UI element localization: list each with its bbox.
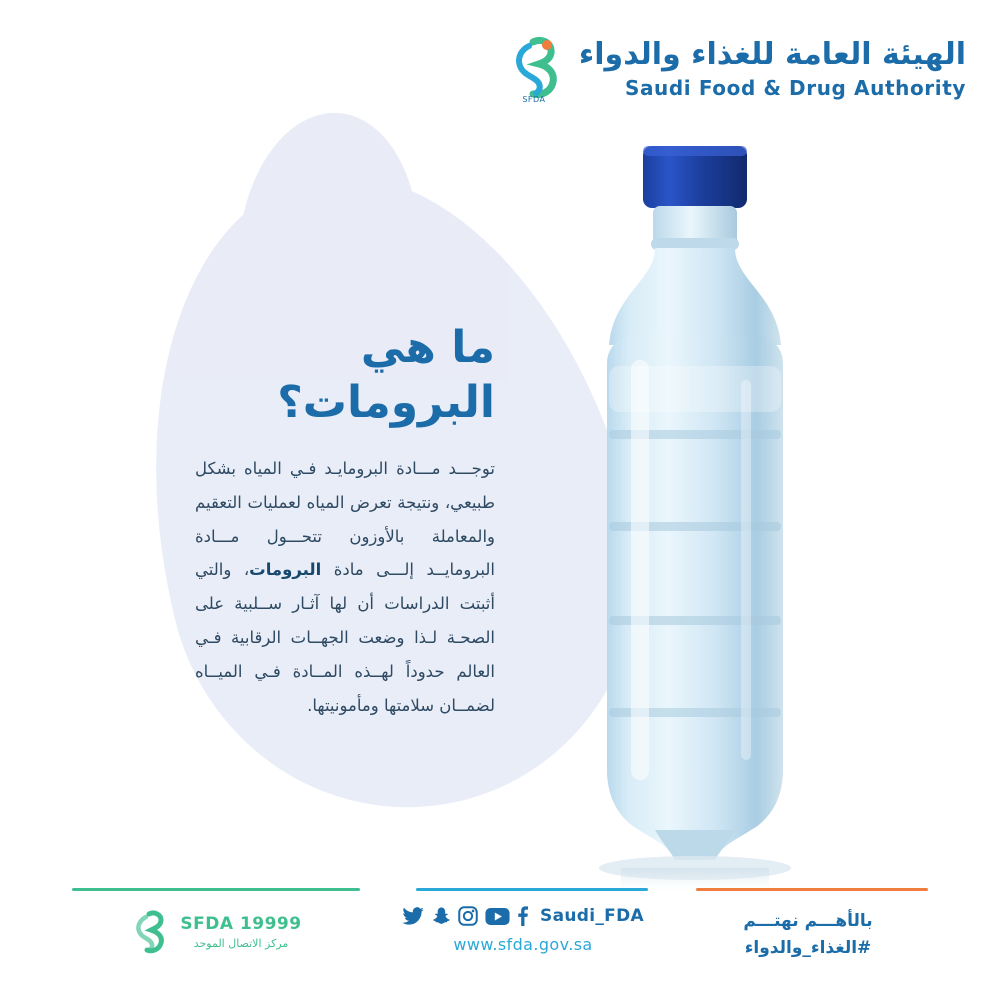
sfda-logo-icon xyxy=(503,36,565,102)
logo-caption: SFDA xyxy=(522,95,546,104)
divider-green xyxy=(72,888,360,891)
org-name-english: Saudi Food & Drug Authority xyxy=(624,75,966,100)
twitter-icon[interactable] xyxy=(402,907,424,925)
contact-text xyxy=(180,914,301,950)
social-handle: Saudi_FDA xyxy=(540,906,644,926)
body-paragraph: توجـــد مـــادة البرومايـد فـي المياه بشكل طبيعي، ونتيجة تعرض المياه لعمليات التعقيم والمعاملة بالأوزون تتحـــول مـــادة البرومايــد إلـــى مادة البرومات، والتي أثبتت الدراسات أن لها آثـار ســلبية على الصحـة لـذا وضعت الجهــات الرقابية فـي العالم حدوداً لهــذه المــادة فـي الميــاه لضمــان سلامتها ومأمونيتها. xyxy=(195,459,495,715)
instagram-icon[interactable] xyxy=(458,906,478,926)
website-url[interactable]: www.sfda.gov.sa xyxy=(453,935,593,954)
water-bottle-illustration xyxy=(535,130,865,890)
facebook-icon[interactable] xyxy=(517,906,529,926)
contact-number: SFDA 19999 xyxy=(180,914,302,934)
slogan-block xyxy=(688,908,928,962)
contact-label: مركز الاتصال الموحد xyxy=(193,937,289,950)
header xyxy=(503,36,966,102)
social-block xyxy=(398,906,648,954)
sfda-mark-icon xyxy=(128,910,170,954)
contact-block xyxy=(70,910,360,954)
snapchat-icon[interactable] xyxy=(431,906,451,926)
divider-cyan xyxy=(416,888,648,891)
slogan-line-1: بالأهـــم نهتـــم xyxy=(743,911,873,931)
divider-orange xyxy=(696,888,928,891)
footer xyxy=(0,900,1000,1000)
youtube-icon[interactable] xyxy=(485,907,510,926)
page-title xyxy=(195,320,495,430)
slogan-hashtag: #الغذاء_والدواء xyxy=(744,938,872,959)
org-title-block xyxy=(579,38,966,100)
title-line-2: البرومات؟ xyxy=(277,377,495,428)
social-icons-row xyxy=(398,906,648,926)
article-content xyxy=(195,320,495,723)
title-line-1: ما هي xyxy=(360,322,495,373)
footer-divider xyxy=(0,888,1000,891)
org-name-arabic: الهيئة العامة للغذاء والدواء xyxy=(578,37,966,73)
